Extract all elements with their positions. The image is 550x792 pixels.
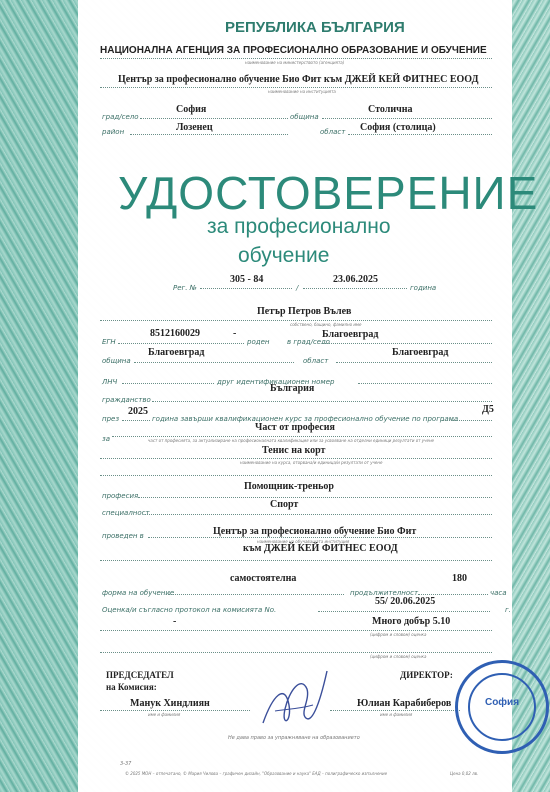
director-name-caption: име и фамилия bbox=[380, 712, 413, 717]
born-city-value: Благоевград bbox=[322, 329, 379, 340]
municipality-label: община bbox=[290, 113, 319, 121]
profession-label: професия bbox=[102, 492, 139, 500]
chair-line bbox=[100, 710, 250, 711]
institution-name: Център за професионално обучение Био Фит към ДЖЕЙ КЕЙ ФИТНЕС ЕООД bbox=[118, 74, 479, 85]
person-name: Петър Петров Вълев bbox=[257, 306, 352, 317]
specialty-line bbox=[145, 514, 492, 515]
district-value: Лозенец bbox=[176, 122, 213, 133]
held-caption: наименование на обучаващата институция bbox=[257, 539, 350, 544]
protocol-line bbox=[318, 611, 490, 612]
reg-number-line bbox=[200, 288, 292, 289]
duration-label: продължителност bbox=[350, 589, 419, 597]
chair-signature bbox=[255, 665, 335, 737]
document-subtitle-line-2: обучение bbox=[238, 244, 330, 267]
grade-line-2 bbox=[100, 652, 492, 653]
hours-label: часа bbox=[490, 589, 507, 597]
duration-line bbox=[418, 594, 488, 595]
chair-subtitle: на Комисия: bbox=[106, 682, 157, 692]
form-label: форма на обучение bbox=[102, 589, 175, 597]
city-value: София bbox=[176, 104, 207, 115]
other-id-label: друг идентификационен номер bbox=[217, 378, 335, 386]
chair-title: ПРЕДСЕДАТЕЛ bbox=[106, 670, 174, 680]
duration-value: 180 bbox=[452, 573, 467, 584]
birth-region-value: Благоевград bbox=[392, 347, 449, 358]
name-caption: собствено, бащино, фамилно име bbox=[290, 322, 362, 327]
held-label: проведен в bbox=[102, 532, 144, 540]
other-id-line bbox=[358, 383, 492, 384]
birth-municipality-value: Благоевград bbox=[148, 347, 205, 358]
egn-line bbox=[118, 343, 244, 344]
course-name-line bbox=[100, 458, 492, 459]
qualification-value: Помощник-треньор bbox=[244, 481, 334, 492]
protocol-suffix: г. bbox=[505, 606, 511, 614]
grade-line-1 bbox=[100, 630, 492, 631]
through-label: през bbox=[102, 415, 120, 423]
municipality-value: Столична bbox=[368, 104, 413, 115]
reg-date: 23.06.2025 bbox=[333, 274, 378, 285]
seal-city: София bbox=[484, 697, 520, 708]
held-line bbox=[148, 537, 492, 538]
course-name: Тенис на корт bbox=[262, 445, 326, 456]
form-line bbox=[168, 594, 344, 595]
document-title: УДОСТОВЕРЕНИЕ bbox=[118, 167, 539, 219]
grade-caption-2: (цифром и словом) оценка bbox=[370, 654, 427, 659]
specialty-label: специалност bbox=[102, 509, 150, 517]
document-subtitle-line-1: за професионално bbox=[207, 215, 391, 238]
grade-dash: - bbox=[173, 616, 177, 627]
footer-price: Цена 0,02 лв. bbox=[450, 771, 479, 776]
citizenship-value: България bbox=[270, 383, 315, 394]
blank-course-line bbox=[100, 475, 492, 476]
district-label: район bbox=[102, 128, 125, 136]
profession-line bbox=[138, 497, 492, 498]
program-code-line bbox=[442, 420, 492, 421]
egn-value: 8512160029 bbox=[150, 328, 200, 339]
year-label: година bbox=[410, 284, 437, 292]
reg-label: Рег. № bbox=[173, 284, 197, 292]
lnch-line bbox=[122, 383, 214, 384]
name-line bbox=[100, 320, 492, 321]
republic-heading: РЕПУБЛИКА БЪЛГАРИЯ bbox=[225, 19, 405, 36]
part-value: Част от професия bbox=[255, 422, 335, 433]
form-value: самостоятелна bbox=[230, 573, 297, 584]
director-title: ДИРЕКТОР: bbox=[400, 670, 453, 680]
region-label: област bbox=[320, 128, 346, 136]
form-code: 3-37 bbox=[120, 761, 132, 767]
born-city-line bbox=[322, 343, 492, 344]
lnch-label: ЛНЧ bbox=[102, 378, 118, 386]
footer-note: Не дава право за упражняване на образованието bbox=[228, 735, 360, 741]
specialty-value: Спорт bbox=[270, 499, 299, 510]
for-label: за bbox=[102, 435, 111, 443]
birth-municipality-line bbox=[134, 362, 294, 363]
grade-caption-1: (цифром и словом) оценка bbox=[370, 632, 427, 637]
born-city-label: в град/село bbox=[287, 338, 330, 346]
citizenship-line bbox=[152, 401, 492, 402]
citizenship-label: гражданство bbox=[102, 396, 151, 404]
born-label: роден bbox=[247, 338, 270, 346]
egn-dash: - bbox=[233, 328, 237, 339]
district-line bbox=[130, 134, 288, 135]
agency-caption: наименование на министерството (агенцията) bbox=[245, 60, 345, 65]
official-seal bbox=[455, 660, 549, 754]
held-value-2: към ДЖЕЙ КЕЙ ФИТНЕС ЕООД bbox=[243, 543, 398, 554]
chair-name: Манук Хиндлиян bbox=[130, 698, 210, 709]
part-caption: част от професията, за актуализиране на професионалната квалификация или за усвояване на отделни единици резултати от учене bbox=[148, 438, 435, 443]
reg-separator: / bbox=[296, 284, 299, 292]
held-value-1: Център за професионално обучение Био Фит bbox=[213, 526, 417, 537]
grade-label: Оценка/и съгласно протокол на комисията No. bbox=[102, 606, 277, 614]
held-line-2 bbox=[100, 560, 492, 561]
city-line bbox=[140, 118, 288, 119]
birth-region-line bbox=[336, 362, 492, 363]
grade-value: Много добър 5.10 bbox=[372, 616, 451, 627]
agency-name: НАЦИОНАЛНА АГЕНЦИЯ ЗА ПРОФЕСИОНАЛНО ОБРАЗОВАНИЕ И ОБУЧЕНИЕ bbox=[100, 45, 487, 56]
region-line bbox=[348, 134, 492, 135]
institution-line bbox=[100, 87, 492, 88]
reg-date-line bbox=[303, 288, 407, 289]
chair-name-caption: име и фамилия bbox=[148, 712, 181, 717]
program-code: Д5 bbox=[482, 404, 494, 415]
egn-label: ЕГН bbox=[102, 338, 116, 346]
course-year-line bbox=[122, 420, 150, 421]
region-value: София (столица) bbox=[360, 122, 436, 133]
footer-print-info: © 2025 МОН – отпечатано, © Мария Чилова – графичен дизайн, "Образование и наука" ЕАД – полиграфическо изпълнение bbox=[125, 771, 388, 776]
course-name-caption: наименование на курса, оторвана/и единица/и резултати от учене bbox=[240, 460, 383, 465]
municipality-line bbox=[322, 118, 492, 119]
part-line bbox=[112, 436, 492, 437]
director-line bbox=[330, 710, 460, 711]
director-name: Юлиан Карабиберов bbox=[357, 698, 452, 709]
course-year: 2025 bbox=[128, 406, 148, 417]
birth-region-label: област bbox=[303, 357, 329, 365]
course-statement: година завърши квалификационен курс за професионално обучение по програма bbox=[152, 415, 459, 423]
agency-line bbox=[100, 58, 492, 59]
city-label: град/село bbox=[102, 113, 139, 121]
birth-municipality-label: община bbox=[102, 357, 131, 365]
reg-number: 305 - 84 bbox=[230, 274, 264, 285]
institution-caption: наименование на институцията bbox=[268, 89, 336, 94]
left-guilloche-border bbox=[0, 0, 78, 792]
protocol-value: 55/ 20.06.2025 bbox=[375, 596, 436, 607]
